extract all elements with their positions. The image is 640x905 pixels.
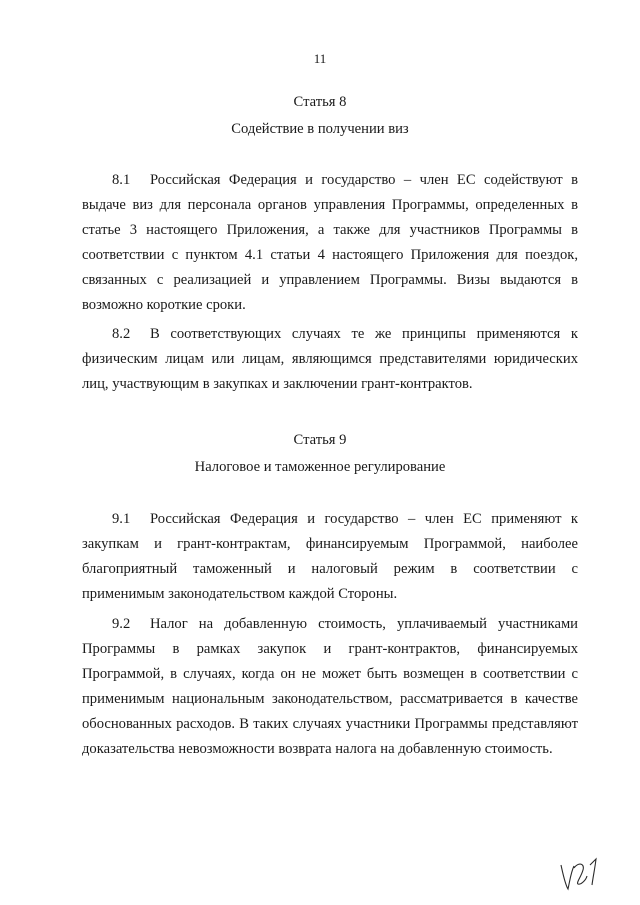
paragraph-text: Российская Федерация и государство – член ЕС содействуют в выдаче виз для персонала органов управления Программы, определенных в статье 3 настоящего Приложения, а также для участников Программы в соответствии с пунктом 4.1 статьи 4 настоящего Приложения для поездок, связанных с реализацией и управлением Программы. Визы выдаются в возможно короткие сроки. [82, 172, 578, 313]
paragraph-text: Налог на добавленную стоимость, уплачиваемый участниками Программы в рамках закупок и грант-контрактов, финансируемых Программой, в случаях, когда он не может быть возмещен в соответствии с применимым национальным законодательством, рассматривается в качестве обоснованных расходов. В таких случаях участники Программы представляют доказательства невозможности возврата налога на добавленную стоимость. [82, 616, 578, 757]
paragraph-text: Российская Федерация и государство – член ЕС применяют к закупкам и грант-контрактам, финансируемым Программой, наиболее благоприятный таможенный и налоговый режим в соответствии с применимым законодательством каждой Стороны. [82, 511, 578, 602]
paragraph-9-2 [82, 612, 578, 762]
paragraph-number: 8.1 [112, 172, 131, 188]
paragraph-9-1 [82, 507, 578, 607]
paragraph-8-2 [82, 322, 578, 397]
article-8-heading: Статья 8 [293, 94, 347, 110]
page-number: 11 [313, 51, 327, 66]
paragraph-text: В соответствующих случаях те же принципы применяются к физическим лицам или лицам, являющимся представителями юридических лиц, участвующим в закупках и заключении грант-контрактов. [82, 326, 578, 392]
article-8-title: Содействие в получении виз [231, 121, 409, 137]
paragraph-8-1 [82, 168, 578, 318]
article-9-title: Налоговое и таможенное регулирование [194, 459, 446, 475]
paragraph-number: 9.2 [112, 616, 131, 632]
paragraph-number: 9.1 [112, 511, 131, 527]
handwritten-initials [558, 856, 602, 892]
paragraph-number: 8.2 [112, 326, 131, 342]
article-9-heading: Статья 9 [293, 432, 347, 448]
